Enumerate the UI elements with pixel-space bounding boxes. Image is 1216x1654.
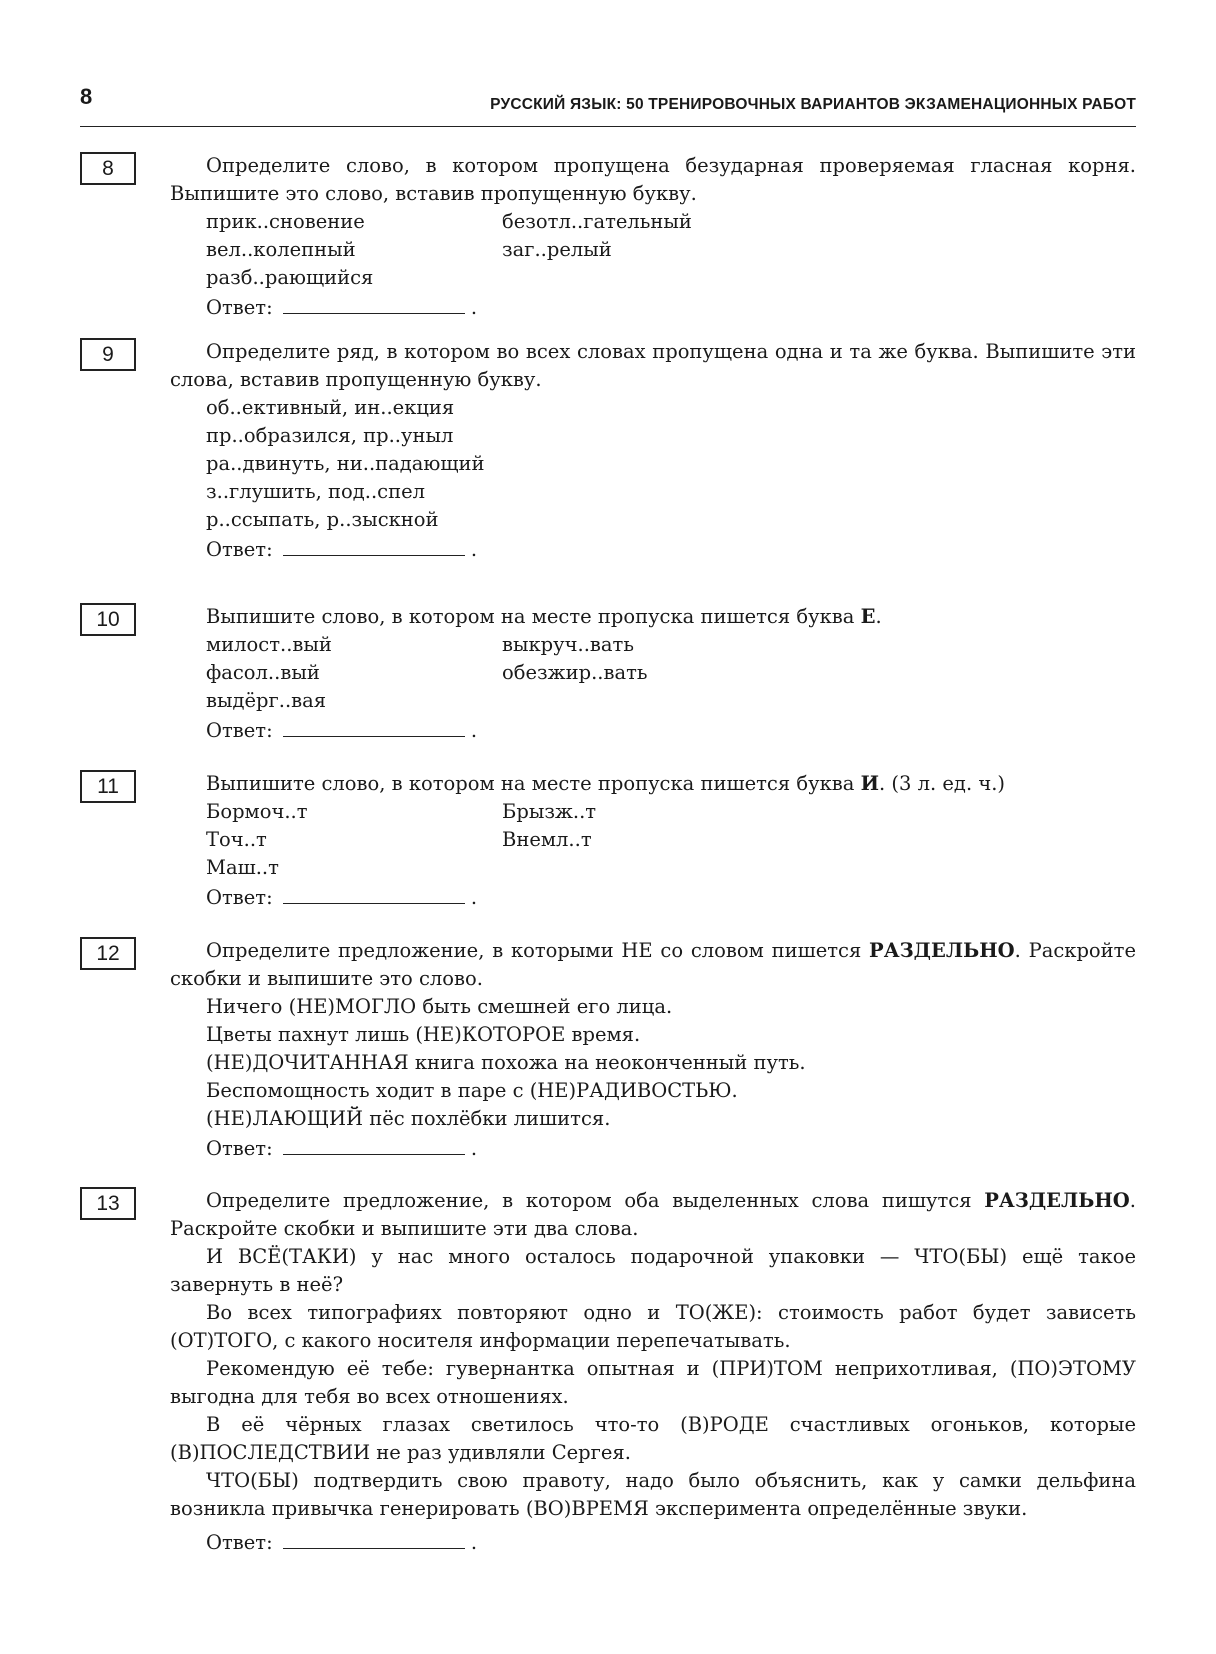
task-prompt: Определите предложение, в которыми НЕ со словом пишется РАЗДЕЛЬНО. Раскройте скобки и выпишите это слово. xyxy=(170,939,1136,990)
task-prompt: Определите слово, в котором пропущена безударная проверяемая гласная корня. Выпишите это слово, вставив пропущенную букву. xyxy=(170,154,1136,205)
task-prompt: Выпишите слово, в котором на месте пропуска пишется буква Е. xyxy=(206,605,882,628)
option: (НЕ)ЛАЮЩИЙ пёс похлёбки лишится. xyxy=(206,1107,611,1130)
answer-line[interactable] xyxy=(283,1532,465,1549)
option: Маш..т xyxy=(206,856,279,879)
task-number: 8 xyxy=(80,152,136,185)
option: об..ективный, ин..екция xyxy=(206,396,455,419)
task-prompt: Выпишите слово, в котором на месте пропуска пишется буква И. (3 л. ед. ч.) xyxy=(206,772,1006,795)
option: ра..двинуть, ни..падающий xyxy=(206,452,485,475)
task-8 xyxy=(80,152,1136,322)
task-prompt: Определите предложение, в котором оба выделенных слова пишутся РАЗДЕЛЬНО. Раскройте скобки и выпишите эти два слова. xyxy=(170,1189,1136,1240)
option: обезжир..вать xyxy=(502,661,648,684)
page-number: 8 xyxy=(80,84,93,109)
option: (НЕ)ДОЧИТАННАЯ книга похожа на неоконченный путь. xyxy=(206,1051,806,1074)
task-9 xyxy=(80,338,1136,564)
option: заг..релый xyxy=(502,238,612,261)
answer-label: Ответ: xyxy=(206,296,273,319)
answer-field: Ответ: . xyxy=(206,296,478,319)
answer-label: Ответ: xyxy=(206,1137,273,1160)
option: вел..колепный xyxy=(206,238,356,261)
option: Цветы пахнут лишь (НЕ)КОТОРОЕ время. xyxy=(206,1023,641,1046)
option: Точ..т xyxy=(206,828,267,851)
answer-line[interactable] xyxy=(283,720,465,737)
answer-field: Ответ: . xyxy=(206,719,478,742)
option: р..ссыпать, р..зыскной xyxy=(206,508,439,531)
task-13 xyxy=(80,1187,1136,1557)
option: милост..вый xyxy=(206,633,332,656)
option: фасол..вый xyxy=(206,661,320,684)
task-number: 12 xyxy=(80,937,136,970)
option: з..глушить, под..спел xyxy=(206,480,426,503)
task-number: 11 xyxy=(80,770,136,803)
option: Беспомощность ходит в паре с (НЕ)РАДИВОСТЬЮ. xyxy=(206,1079,738,1102)
sentence: Во всех типографиях повторяют одно и ТО(ЖЕ): стоимость работ будет зависеть (ОТ)ТОГО, с какого носителя информации перепечатывать. xyxy=(170,1301,1136,1352)
answer-label: Ответ: xyxy=(206,1531,273,1554)
sentence: Рекомендую её тебе: гувернантка опытная и (ПРИ)ТОМ неприхотливая, (ПО)ЭТОМУ выгодна для тебя во всех отношениях. xyxy=(170,1357,1136,1408)
answer-line[interactable] xyxy=(283,887,465,904)
answer-field: Ответ: . xyxy=(206,1137,478,1160)
answer-field: Ответ: . xyxy=(206,538,478,561)
answer-label: Ответ: xyxy=(206,538,273,561)
answer-line[interactable] xyxy=(283,1138,465,1155)
option: пр..образился, пр..уныл xyxy=(206,424,454,447)
page-header xyxy=(80,84,1136,128)
task-10 xyxy=(80,603,1136,745)
running-title: РУССКИЙ ЯЗЫК: 50 ТРЕНИРОВОЧНЫХ ВАРИАНТОВ ЭКЗАМЕНАЦИОННЫХ РАБОТ xyxy=(490,96,1136,113)
task-number: 10 xyxy=(80,603,136,636)
task-12 xyxy=(80,937,1136,1163)
option: выкруч..вать xyxy=(502,633,634,656)
answer-label: Ответ: xyxy=(206,886,273,909)
answer-line[interactable] xyxy=(283,539,465,556)
answer-field: Ответ: . xyxy=(206,886,478,909)
option: Ничего (НЕ)МОГЛО быть смешней его лица. xyxy=(206,995,673,1018)
answer-line[interactable] xyxy=(283,297,465,314)
answer-field: Ответ: . xyxy=(206,1531,478,1554)
option: Бормоч..т xyxy=(206,800,308,823)
answer-label: Ответ: xyxy=(206,719,273,742)
sentence: ЧТО(БЫ) подтвердить свою правоту, надо было объяснить, как у самки дельфина возникла привычка генерировать (ВО)ВРЕМЯ эксперимента определённые звуки. xyxy=(170,1469,1136,1520)
task-number: 13 xyxy=(80,1187,136,1220)
option: безотл..гательный xyxy=(502,210,692,233)
option: прик..сновение xyxy=(206,210,365,233)
task-number: 9 xyxy=(80,338,136,371)
sentence: И ВСЁ(ТАКИ) у нас много осталось подарочной упаковки — ЧТО(БЫ) ещё такое завернуть в неё? xyxy=(170,1245,1136,1296)
task-11 xyxy=(80,770,1136,912)
option: выдёрг..вая xyxy=(206,689,327,712)
option: Внемл..т xyxy=(502,828,592,851)
task-prompt: Определите ряд, в котором во всех словах пропущена одна и та же буква. Выпишите эти слова, вставив пропущенную букву. xyxy=(170,340,1136,391)
option: разб..рающийся xyxy=(206,266,374,289)
sentence: В её чёрных глазах светилось что-то (В)РОДЕ счастливых огоньков, которые (В)ПОСЛЕДСТВИИ не раз удивляли Сергея. xyxy=(170,1413,1136,1464)
option: Брызж..т xyxy=(502,800,597,823)
header-rule xyxy=(80,126,1136,127)
